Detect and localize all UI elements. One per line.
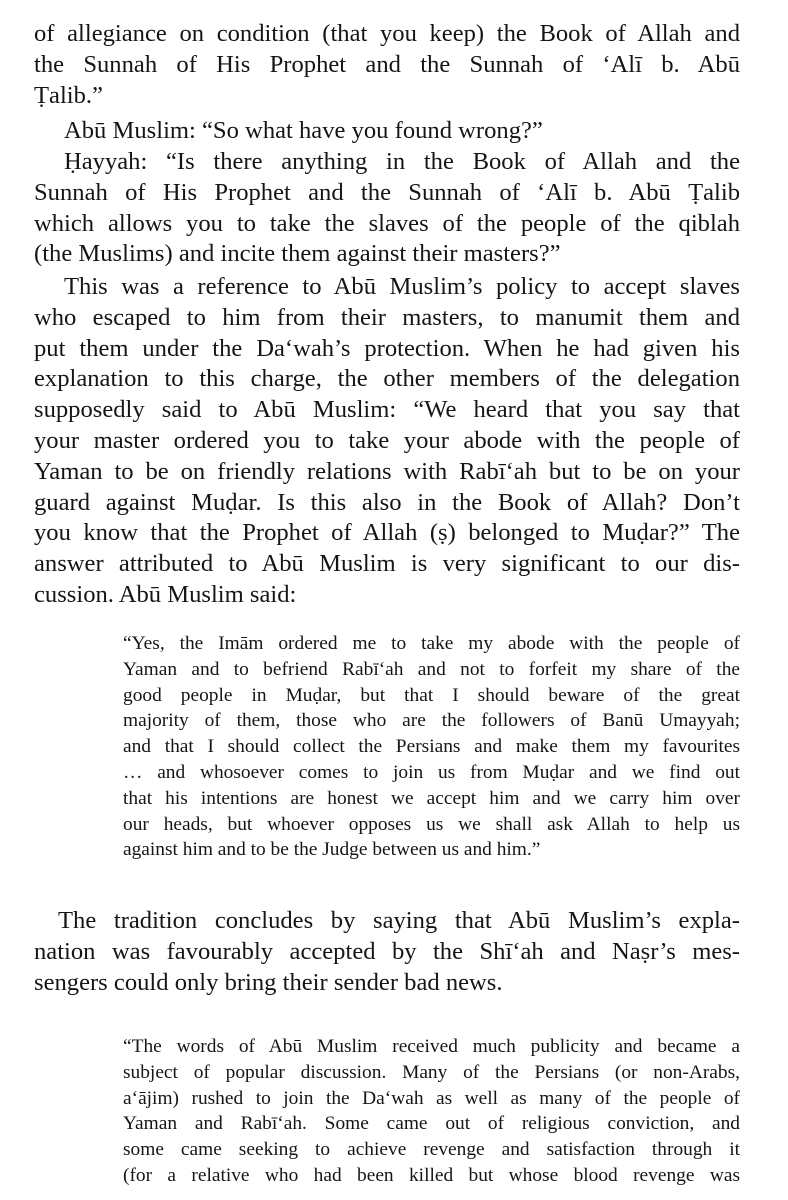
quote-line: … and whosoever comes to join us from Muḍar and we find out xyxy=(123,761,740,783)
block-quote-publicity xyxy=(123,1034,740,1189)
quote-line: Yaman and Rabī‘ah. Some came out of religious conviction, and xyxy=(123,1113,740,1135)
quote-line: some came seeking to achieve revenge and satisfaction through it xyxy=(123,1139,740,1161)
text-line: cussion. Abū Muslim said: xyxy=(34,580,297,608)
text-line: The tradition concludes by saying that Abū Muslim’s expla- xyxy=(58,907,740,934)
quote-line: good people in Muḍar, but that I should beware of the great xyxy=(123,684,740,706)
text-line: your master ordered you to take your abode with the people of xyxy=(34,426,740,454)
text-line: nation was favourably accepted by the Shī‘ah and Naṣr’s mes- xyxy=(34,937,740,965)
text-line: (the Muslims) and incite them against their masters?” xyxy=(34,240,561,268)
quote-line: (for a relative who had been killed but whose blood revenge was xyxy=(123,1164,740,1186)
text-line: which allows you to take the slaves of the people of the qiblah xyxy=(34,209,740,237)
quote-line: “Yes, the Imām ordered me to take my abode with the people of xyxy=(123,633,740,654)
text-line: the Sunnah of His Prophet and the Sunnah of ‘Alī b. Abū xyxy=(34,50,740,78)
quote-line: “The words of Abū Muslim received much publicity and became a xyxy=(123,1036,740,1057)
paragraph-allegiance xyxy=(34,19,740,111)
text-line: of allegiance on condition (that you keep) the Book of Allah and xyxy=(34,20,740,47)
text-line: Ṭalib.” xyxy=(34,81,103,109)
text-line: you know that the Prophet of Allah (ṣ) belonged to Muḍar?” The xyxy=(34,519,740,547)
quote-line: our heads, but whoever opposes us we shall ask Allah to help us xyxy=(123,813,740,835)
text-line: answer attributed to Abū Muslim is very significant to our dis- xyxy=(34,550,740,578)
text-line: Ḥayyah: “Is there anything in the Book of Allah and the xyxy=(64,148,740,175)
quote-line: against him and to be the Judge between us and him.” xyxy=(123,839,541,861)
block-quote-imam xyxy=(123,631,740,863)
text-line: sengers could only bring their sender bad news. xyxy=(34,968,503,996)
text-line: This was a reference to Abū Muslim’s policy to accept slaves xyxy=(64,273,740,300)
text-line: guard against Muḍar. Is this also in the Book of Allah? Don’t xyxy=(34,488,740,516)
quote-line: Yaman and to befriend Rabī‘ah and not to forfeit my share of the xyxy=(123,658,740,680)
quote-line: a‘ājim) rushed to join the Da‘wah as well as many of the people of xyxy=(123,1087,740,1109)
quote-line: and that I should collect the Persians and make them my favourites xyxy=(123,736,740,758)
quote-line: majority of them, those who are the followers of Banū Umayyah; xyxy=(123,710,740,732)
text-line: supposedly said to Abū Muslim: “We heard that you say that xyxy=(34,396,740,424)
text-line: put them under the Da‘wah’s protection. When he had given his xyxy=(34,334,740,362)
text-line: who escaped to him from their masters, to manumit them and xyxy=(34,303,740,331)
paragraph-abu-muslim-question xyxy=(34,116,740,147)
text-line: explanation to this charge, the other members of the delegation xyxy=(34,365,740,393)
text-line: Yaman to be on friendly relations with Rabī‘ah but to be on your xyxy=(34,457,740,485)
paragraph-hayyah xyxy=(34,147,740,270)
paragraph-tradition-conclusion xyxy=(34,906,740,998)
text-line: Abū Muslim: “So what have you found wrong?” xyxy=(64,117,543,144)
paragraph-reference xyxy=(34,272,740,611)
quote-line: that his intentions are honest we accept him and we carry him over xyxy=(123,787,740,809)
quote-line: subject of popular discussion. Many of the Persians (or non-Arabs, xyxy=(123,1061,740,1083)
text-line: Sunnah of His Prophet and the Sunnah of ‘Alī b. Abū Ṭalib xyxy=(34,178,740,206)
